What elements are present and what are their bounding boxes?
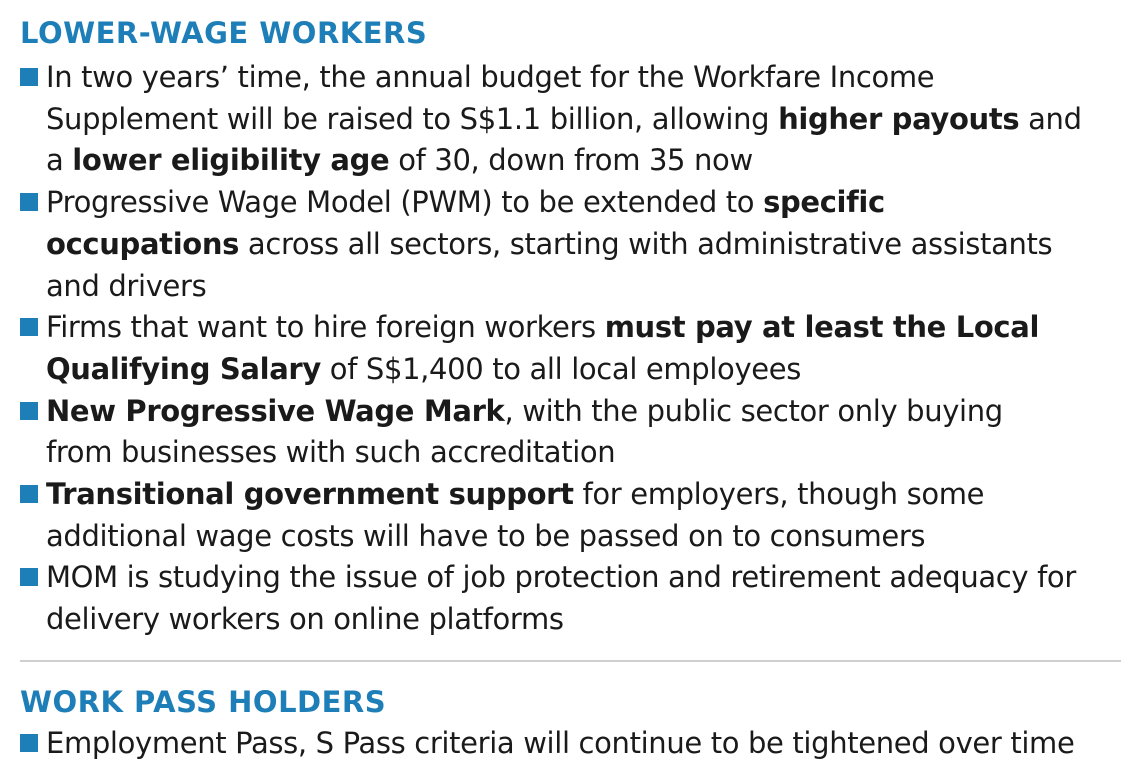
bullet-line — [46, 349, 1120, 391]
square-bullet-icon — [20, 568, 38, 586]
square-bullet-icon — [20, 318, 38, 336]
text-run: Employment Pass, S Pass criteria will continue to be tightened over time — [46, 726, 1075, 760]
text-run: and — [1019, 101, 1082, 136]
text-run: of 30, down from 35 now — [389, 143, 753, 178]
bullet-line — [46, 474, 1120, 516]
bullet-line — [46, 599, 1120, 641]
bold-emphasis: Transitional government support — [46, 477, 574, 512]
text-run: , with the public sector only buying — [504, 393, 1003, 428]
bullet-line — [46, 140, 1120, 182]
bullet-line — [46, 516, 1120, 558]
text-run: and drivers — [46, 268, 207, 303]
square-bullet-icon — [20, 734, 38, 752]
section-heading-lower-wage-workers: LOWER-WAGE WORKERS — [20, 16, 428, 50]
list-item — [20, 723, 1120, 765]
text-run: across all sectors, starting with administrative assistants — [239, 226, 1053, 261]
bullet-line — [46, 57, 1120, 99]
lower-wage-workers-list — [20, 57, 1120, 641]
bullet-line — [46, 99, 1120, 141]
text-run: Firms that want to hire foreign workers — [46, 310, 605, 345]
list-item — [20, 557, 1120, 640]
bullet-line — [46, 182, 1120, 224]
bullet-line — [46, 391, 1120, 433]
list-item — [20, 307, 1120, 390]
list-item — [20, 182, 1120, 307]
bold-emphasis: occupations — [46, 226, 240, 261]
text-run: In two years’ time, the annual budget for the Workfare Income — [46, 60, 935, 94]
bold-emphasis: must pay at least the Local — [604, 310, 1040, 345]
text-run: from businesses with such accreditation — [46, 435, 616, 470]
list-item — [20, 57, 1120, 182]
square-bullet-icon — [20, 68, 38, 86]
section-divider — [20, 660, 1121, 662]
bullet-line — [46, 224, 1120, 266]
text-run: additional wage costs will have to be passed on to consumers — [46, 518, 926, 553]
text-run: delivery workers on online platforms — [46, 602, 564, 637]
bullet-line — [46, 557, 1120, 599]
square-bullet-icon — [20, 402, 38, 420]
bullet-line — [46, 432, 1120, 474]
bold-emphasis: higher payouts — [778, 101, 1020, 136]
bold-emphasis: lower eligibility age — [72, 143, 390, 178]
text-run: MOM is studying the issue of job protection and retirement adequacy for — [46, 560, 1076, 595]
list-item — [20, 391, 1120, 474]
bullet-line — [46, 307, 1120, 349]
text-run: Progressive Wage Model (PWM) to be extended to — [46, 185, 764, 220]
text-run: Supplement will be raised to S$1.1 billion, allowing — [46, 101, 779, 136]
text-run: for employers, though some — [573, 477, 985, 512]
bold-emphasis: New Progressive Wage Mark — [46, 393, 505, 428]
bold-emphasis: specific — [763, 185, 885, 220]
work-pass-holders-list — [20, 723, 1120, 765]
square-bullet-icon — [20, 485, 38, 503]
bold-emphasis: Qualifying Salary — [46, 351, 321, 386]
list-item — [20, 474, 1120, 557]
square-bullet-icon — [20, 193, 38, 211]
bullet-line — [46, 266, 1120, 308]
text-run: a — [46, 143, 73, 178]
text-run: of S$1,400 to all local employees — [320, 351, 802, 386]
section-heading-work-pass-holders: WORK PASS HOLDERS — [20, 685, 387, 719]
bullet-line — [46, 723, 1120, 765]
